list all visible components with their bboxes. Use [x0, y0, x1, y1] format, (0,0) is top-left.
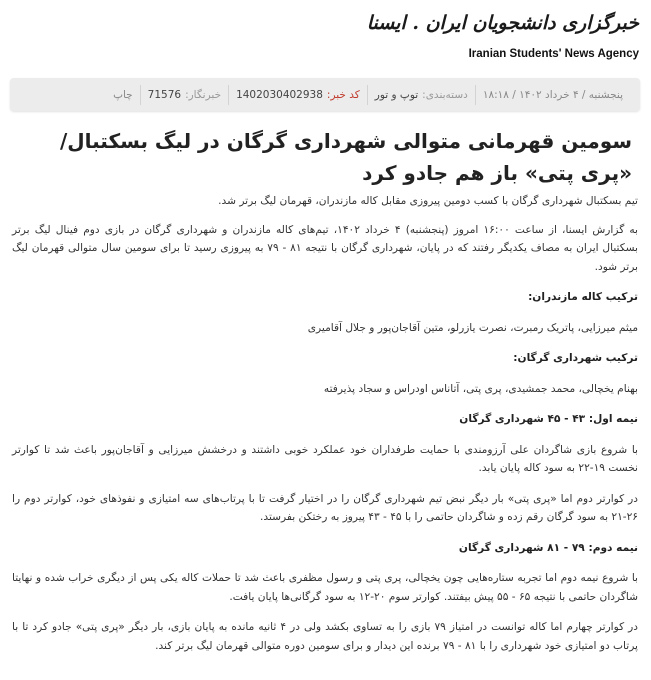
gorgan-lineup-heading: ترکیب شهرداری گرگان:	[513, 352, 638, 364]
print-label: چاپ	[113, 88, 133, 101]
first-half-paragraph: در کوارتر دوم اما «پری پتی» بار دیگر نبض تیم شهرداری گرگان را در اختیار گرفت تا با پرتاب‌های سه امتیازی و نفوذهای خود، کوارتر دوم را ۲۶-۲۱ به سود گرگان رقم زده و شاگردان حاتمی را با ۴۵ - ۴۳ پیروز به رختکن بفرستد.	[12, 492, 638, 523]
article-paragraph: به گزارش ایسنا، از ساعت ۱۶:۰۰ امروز (پنجشنبه) ۴ خرداد ۱۴۰۲، تیم‌های کاله مازندران و شهرداری گرگان در بازی دوم فینال لیگ برتر بسکتبال ایران به مصاف یکدیگر رفتند که در پایان، شهرداری گرگان با نتیجه ۸۱ - ۷۹ به پیروزی رسید تا برای سومین سال متوالی قهرمان لیگ برتر شود.	[12, 223, 638, 273]
meta-date	[476, 78, 630, 111]
first-half-paragraph: با شروع بازی شاگردان علی آرزومندی با حمایت طرفداران خود عملکرد خوبی داشتند و درخشش میرزایی و آقاجان‌پور باعث شد تا کوارتر نخست ۱۹-۲۲ به سود کاله پایان یابد.	[12, 443, 638, 474]
meta-code-value: 1402030402938	[236, 88, 323, 101]
article-title: سومین قهرمانی متوالی شهرداری گرگان در لیگ بسکتبال/ «پری پتی» باز هم جادو کرد	[59, 129, 632, 185]
second-half-paragraph: در کوارتر چهارم اما کاله توانست در امتیاز ۷۹ بازی را به تساوی بکشد ولی در ۴ ثانیه مانده به پایان بازی، بار دیگر «پری پتی» جادو کرد تا با پرتاب دو امتیازی خود شهرداری را با ۸۱ - ۷۹ برنده این دیدار و برای سومین دوره متوالی قهرمان لیگ برتر کند.	[12, 621, 639, 652]
meta-divider	[228, 85, 229, 105]
second-half-heading: نیمه دوم: ۷۹ - ۸۱ شهرداری گرگان	[458, 541, 638, 554]
article-lead: تیم بسکتبال شهرداری گرگان با کسب دومین پیروزی مقابل کاله مازندران، قهرمان لیگ برتر شد.	[218, 195, 638, 207]
meta-category-value[interactable]: توپ و تور	[374, 88, 419, 101]
kale-lineup-text: میثم میرزایی، پاتریک رمبرت، نصرت یازرلو، متین آقاجان‌پور و جلال آقامیری	[307, 321, 638, 334]
meta-code-label: کد خبر:	[326, 88, 360, 101]
gorgan-lineup-text: بهنام یخچالی، محمد جمشیدی، پری پتی، آتاناس اودراس و سجاد پذیرفته	[323, 382, 638, 395]
kale-lineup-heading: ترکیب کاله مازندران:	[528, 291, 638, 303]
logo-persian-text: خبرگزاری دانشجویان ایران . ایسنا	[366, 12, 639, 34]
second-half-paragraph: با شروع نیمه دوم اما تجربه ستاره‌هایی چون یخچالی، پری پتی و رسول مظفری باعث شد تا حملات کاله یکی پس از دیگری خراب شده و نهایتا شاگردان حاتمی با نتیجه ۶۵ - ۵۵ پیش بیفتند. کوارتر سوم ۲۰-۱۲ به سود گرگانی‌ها پایان یافت.	[12, 572, 638, 603]
meta-category	[368, 78, 475, 111]
meta-reporter	[141, 78, 228, 111]
meta-date-value: پنجشنبه / ۴ خرداد ۱۴۰۲ / ۱۸:۱۸	[482, 88, 623, 101]
article-body	[12, 192, 638, 667]
meta-news-code	[229, 78, 367, 111]
print-button[interactable]	[106, 78, 140, 111]
meta-divider	[140, 85, 141, 105]
news-meta-bar	[10, 78, 640, 111]
first-half-heading: نیمه اول: ۴۳ - ۴۵ شهرداری گرگان	[459, 413, 638, 425]
meta-divider	[367, 85, 368, 105]
isna-logo[interactable]	[366, 8, 639, 64]
meta-reporter-value: 71576	[147, 88, 182, 101]
meta-category-label: دسته‌بندی:	[422, 88, 468, 101]
logo-english-text: Iranian Students' News Agency	[468, 48, 639, 60]
meta-divider	[475, 85, 476, 105]
meta-reporter-label: خبرنگار:	[185, 88, 222, 101]
